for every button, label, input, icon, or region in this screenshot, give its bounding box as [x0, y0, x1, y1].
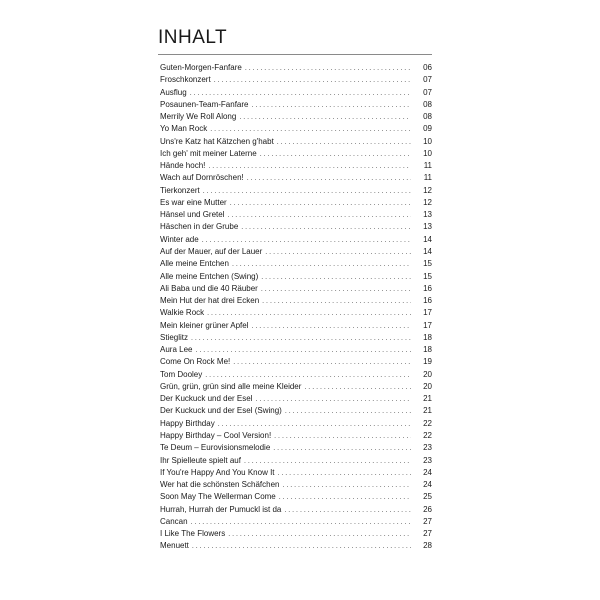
toc-entry-page-number: 11: [423, 173, 432, 183]
toc-entry-title: Froschkonzert: [160, 75, 211, 85]
toc-entry-page-number: 17: [423, 320, 432, 330]
toc-entry-title: Der Kuckuck und der Esel (Swing): [160, 406, 282, 416]
dot-leader: [245, 63, 411, 75]
dot-leader: [247, 173, 411, 185]
toc-entry-title: Happy Birthday – Cool Version!: [160, 430, 272, 440]
toc-entry: [160, 246, 432, 258]
toc-entry: [160, 356, 432, 368]
toc-entry-page-number: 23: [423, 443, 432, 453]
toc-entry-title: Aura Lee: [160, 345, 193, 355]
toc-entry-title: Cancan: [160, 516, 188, 526]
toc-entry: [160, 62, 432, 74]
dot-leader: [278, 468, 411, 480]
toc-entry: [160, 504, 432, 516]
dot-leader: [214, 75, 411, 87]
toc-entry-page-number: 28: [423, 541, 432, 551]
dot-leader: [261, 272, 411, 284]
toc-entry-title: Hände hoch!: [160, 161, 206, 171]
toc-entry: [160, 491, 432, 503]
dot-leader: [260, 149, 411, 161]
toc-entry-page-number: 17: [423, 308, 432, 318]
toc-entry-page-number: 13: [423, 210, 432, 220]
dot-leader: [228, 529, 411, 541]
toc-entry: [160, 528, 432, 540]
dot-leader: [241, 222, 411, 234]
toc-entry: [160, 209, 432, 221]
toc-entry-title: Te Deum – Eurovisionsmelodie: [160, 443, 271, 453]
toc-entry-page-number: 20: [423, 381, 432, 391]
dot-leader: [191, 333, 411, 345]
toc-entry: [160, 111, 432, 123]
dot-leader: [252, 321, 412, 333]
toc-entry: [160, 160, 432, 172]
toc-entry-title: Merrily We Roll Along: [160, 112, 237, 122]
toc-entry-page-number: 10: [423, 148, 432, 158]
toc-entry-title: Mein Hut der hat drei Ecken: [160, 296, 260, 306]
dot-leader: [261, 284, 411, 296]
toc-entry-title: Yo Man Rock: [160, 124, 208, 134]
toc-entry-page-number: 21: [423, 394, 432, 404]
toc-entry-page-number: 22: [423, 430, 432, 440]
toc-entry: [160, 74, 432, 86]
toc-entry-page-number: 23: [423, 455, 432, 465]
toc-entry-title: Posaunen-Team-Fanfare: [160, 99, 249, 109]
toc-entry-page-number: 06: [423, 63, 432, 72]
table-of-contents: [160, 62, 432, 553]
dot-leader: [230, 198, 411, 210]
toc-entry: [160, 221, 432, 233]
dot-leader: [277, 137, 411, 149]
toc-entry: [160, 197, 432, 209]
toc-entry-page-number: 16: [423, 296, 432, 306]
toc-entry-title: Come On Rock Me!: [160, 357, 231, 367]
dot-leader: [239, 112, 411, 124]
toc-entry: [160, 136, 432, 148]
toc-entry-page-number: 26: [423, 504, 432, 514]
dot-leader: [192, 541, 411, 553]
toc-entry-title: Tom Dooley: [160, 369, 203, 379]
dot-leader: [285, 406, 411, 418]
toc-entry-page-number: 27: [423, 516, 432, 526]
toc-entry: [160, 467, 432, 479]
dot-leader: [262, 296, 411, 308]
dot-leader: [252, 100, 412, 112]
toc-entry: [160, 405, 432, 417]
toc-entry-title: Hänsel und Gretel: [160, 210, 225, 220]
dot-leader: [233, 357, 411, 369]
toc-entry: [160, 455, 432, 467]
toc-entry-title: Grün, grün, grün sind alle meine Kleider: [160, 381, 302, 391]
dot-leader: [304, 382, 411, 394]
toc-entry-page-number: 16: [423, 283, 432, 293]
toc-entry-page-number: 15: [423, 271, 432, 281]
toc-entry-title: Wach auf Dornröschen!: [160, 173, 244, 183]
toc-entry: [160, 99, 432, 111]
toc-entry-page-number: 14: [423, 246, 432, 256]
toc-entry-title: Winter ade: [160, 234, 199, 244]
toc-entry-title: Alle meine Entchen (Swing): [160, 271, 259, 281]
toc-entry-title: Soon May The Wellerman Come: [160, 492, 276, 502]
toc-entry-page-number: 14: [423, 234, 432, 244]
toc-entry-title: Ali Baba und die 40 Räuber: [160, 283, 258, 293]
toc-entry-title: Happy Birthday: [160, 418, 215, 428]
toc-entry: [160, 307, 432, 319]
toc-entry: [160, 344, 432, 356]
toc-entry: [160, 148, 432, 160]
toc-entry-title: Alle meine Entchen: [160, 259, 229, 269]
toc-entry-page-number: 10: [423, 136, 432, 146]
toc-entry-page-number: 15: [423, 259, 432, 269]
toc-entry-title: Hurrah, Hurrah der Pumuckl ist da: [160, 504, 282, 514]
toc-entry-page-number: 19: [423, 357, 432, 367]
toc-entry-title: Walkie Rock: [160, 308, 205, 318]
dot-leader: [274, 431, 411, 443]
toc-entry-page-number: 08: [423, 99, 432, 109]
toc-entry-title: Ich geh' mit meiner Laterne: [160, 148, 257, 158]
page-title: INHALT: [158, 27, 228, 48]
toc-entry: [160, 479, 432, 491]
title-divider: [158, 54, 432, 55]
toc-entry-page-number: 25: [423, 492, 432, 502]
toc-entry: [160, 332, 432, 344]
toc-entry: [160, 234, 432, 246]
toc-entry: [160, 320, 432, 332]
toc-entry-page-number: 08: [423, 112, 432, 122]
toc-entry-page-number: 11: [423, 161, 432, 171]
toc-entry: [160, 442, 432, 454]
dot-leader: [279, 492, 411, 504]
toc-entry-page-number: 07: [423, 75, 432, 85]
toc-entry-page-number: 07: [423, 87, 432, 97]
toc-entry-page-number: 18: [423, 345, 432, 355]
dot-leader: [265, 247, 411, 259]
toc-entry: [160, 172, 432, 184]
toc-entry: [160, 369, 432, 381]
dot-leader: [273, 443, 411, 455]
toc-entry: [160, 185, 432, 197]
toc-entry: [160, 258, 432, 270]
toc-entry-title: Mein kleiner grüner Apfel: [160, 320, 249, 330]
toc-entry-title: Der Kuckuck und der Esel: [160, 394, 253, 404]
dot-leader: [227, 210, 411, 222]
toc-entry: [160, 393, 432, 405]
toc-entry-page-number: 21: [423, 406, 432, 416]
toc-entry-title: Tierkonzert: [160, 185, 200, 195]
toc-entry-page-number: 12: [423, 185, 432, 195]
toc-entry-title: Wer hat die schönsten Schäfchen: [160, 480, 280, 490]
toc-entry: [160, 123, 432, 135]
toc-entry-title: Auf der Mauer, auf der Lauer: [160, 246, 263, 256]
toc-entry: [160, 516, 432, 528]
toc-entry: [160, 540, 432, 552]
toc-entry-page-number: 18: [423, 332, 432, 342]
toc-entry-page-number: 09: [423, 124, 432, 134]
toc-entry-title: Menuett: [160, 541, 189, 551]
toc-entry-title: Häschen in der Grube: [160, 222, 239, 232]
toc-entry: [160, 381, 432, 393]
dot-leader: [203, 186, 411, 198]
toc-entry-page-number: 24: [423, 467, 432, 477]
toc-entry-page-number: 13: [423, 222, 432, 232]
toc-entry-page-number: 27: [423, 529, 432, 539]
toc-entry: [160, 87, 432, 99]
toc-entry-title: Uns're Katz hat Kätzchen g'habt: [160, 136, 274, 146]
toc-entry: [160, 430, 432, 442]
toc-entry-title: Ihr Spielleute spielt auf: [160, 455, 241, 465]
toc-entry-title: I Like The Flowers: [160, 529, 226, 539]
toc-entry-title: Stieglitz: [160, 332, 189, 342]
toc-entry-title: Guten-Morgen-Fanfare: [160, 63, 242, 72]
dot-leader: [282, 480, 411, 492]
toc-entry-page-number: 12: [423, 197, 432, 207]
toc-entry-title: Es war eine Mutter: [160, 197, 227, 207]
toc-entry-page-number: 24: [423, 480, 432, 490]
toc-entry-title: Ausflug: [160, 87, 187, 97]
toc-entry: [160, 283, 432, 295]
toc-entry-page-number: 22: [423, 418, 432, 428]
toc-entry: [160, 418, 432, 430]
toc-entry-page-number: 20: [423, 369, 432, 379]
toc-entry: [160, 271, 432, 283]
toc-entry: [160, 295, 432, 307]
dot-leader: [284, 505, 411, 517]
toc-entry-title: If You're Happy And You Know It: [160, 467, 275, 477]
